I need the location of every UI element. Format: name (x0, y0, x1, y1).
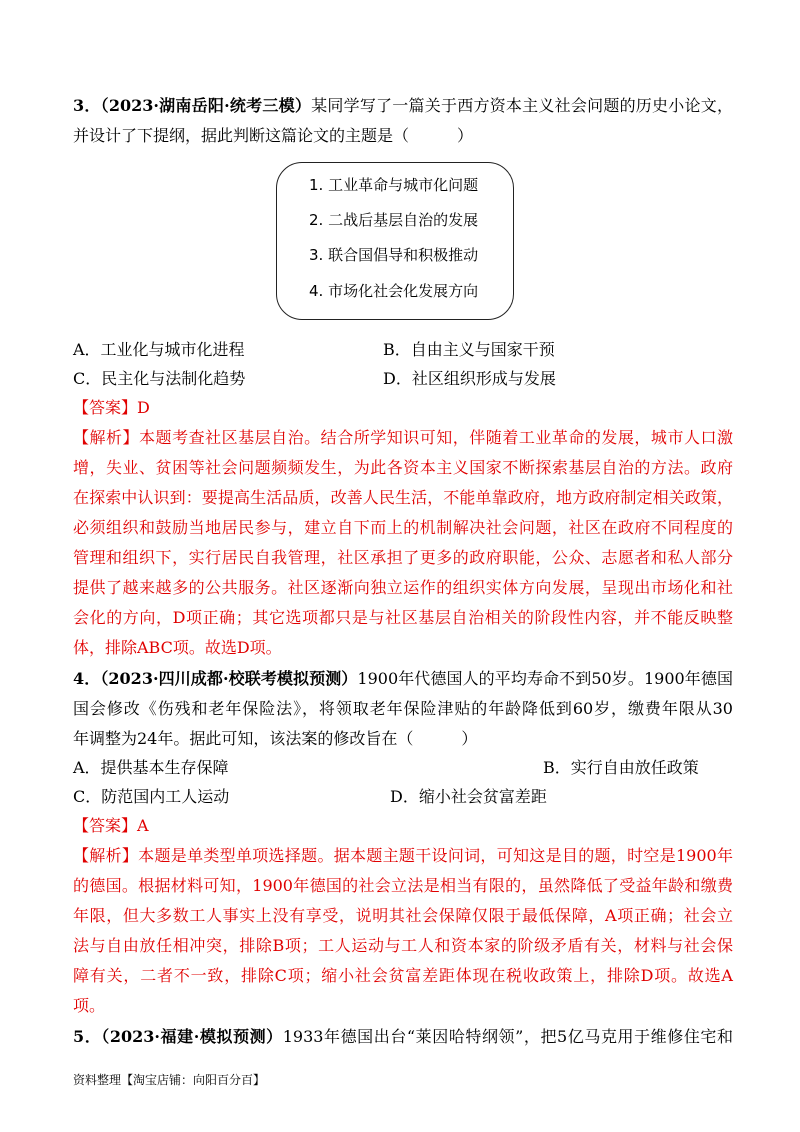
q3-option-c: C．民主化与法制化趋势 (73, 369, 246, 388)
q4-analysis-line: 法与自由放任相冲突，排除B项；工人运动与工人和资本家的阶级矛盾有关，材料与社会保 (73, 936, 733, 955)
q3-option-a: A．工业化与城市化进程 (73, 340, 245, 359)
q4-stem-text1: 1900年代德国人的平均寿命不到50岁。1900年德国 (357, 669, 733, 688)
q3-analysis-line: 体，排除ABC项。故选D项。 (73, 638, 282, 657)
q5-source: （2023·福建·模拟预测） (101, 1027, 283, 1046)
q4-stem-line2: 国会修改《伤残和老年保险法》，将领取老年保险津贴的年龄降低到60岁，缴费年限从30 (73, 699, 733, 718)
q4-analysis-line: 【解析】本题是单类型单项选择题。据本题主题干设问词，可知这是目的题，时空是1900年 (73, 846, 733, 865)
page-footer: 资料整理【淘宝店铺：向阳百分百】 (73, 1073, 266, 1087)
q3-analysis-line: 提供了越来越多的公共服务。社区逐渐向独立运作的组织实体方向发展，呈现出市场化和社 (73, 578, 733, 597)
q4-analysis-line: 的德国。根据材料可知，1900年德国的社会立法是相当有限的，虽然降低了受益年龄和缴费 (73, 876, 733, 895)
q4-source: （2023·四川成都·校联考模拟预测） (100, 669, 358, 688)
q4-option-b: B．实行自由放任政策 (543, 758, 699, 777)
q4-number: 4． (73, 669, 101, 688)
q3-outline-box (276, 162, 514, 320)
q3-outline-item-2: 2. 二战后基层自治的发展 (309, 211, 479, 229)
q3-outline-item-4: 4. 市场化社会化发展方向 (309, 282, 479, 300)
q3-analysis-line: 【解析】本题考查社区基层自治。结合所学知识可知，伴随着工业革命的发展，城市人口激 (73, 428, 733, 447)
q3-stem-line1 (73, 91, 733, 121)
q5-stem-text1: 1933年德国出台“莱因哈特纲领”，把5亿马克用于维修住宅和 (282, 1027, 733, 1046)
q3-outline-item-1: 1. 工业革命与城市化问题 (309, 176, 479, 194)
q5-number: 5． (73, 1027, 102, 1046)
q5-stem-line1 (73, 1022, 733, 1052)
q3-analysis-line: 管理和组织下，实行居民自我管理，社区承担了更多的政府职能，公众、志愿者和私人部分 (73, 548, 733, 567)
q3-analysis-line: 必须组织和鼓励当地居民参与，建立自下而上的机制解决社会问题，社区在政府不同程度的 (73, 518, 733, 537)
q4-stem-line3: 年调整为24年。据此可知，该法案的修改旨在（ ） (73, 729, 478, 748)
q3-outline-item-3: 3. 联合国倡导和积极推动 (309, 246, 479, 264)
q4-answer: 【答案】A (73, 816, 149, 835)
q4-option-c: C．防范国内工人运动 (73, 787, 230, 806)
q4-analysis-line: 年限，但大多数工人事实上没有享受，说明其社会保障仅限于最低保障，A项正确；社会立 (73, 906, 733, 925)
q4-analysis-line: 障有关，二者不一致，排除C项；缩小社会贫富差距体现在税收政策上，排除D项。故选A (73, 966, 733, 985)
q3-analysis-line: 增，失业、贫困等社会问题频频发生，为此各资本主义国家不断探索基层自治的方法。政府 (73, 458, 733, 477)
q3-analysis-line: 会化的方向，D项正确；其它选项都只是与社区基层自治相关的阶段性内容，并不能反映整 (73, 608, 733, 627)
q4-analysis-line: 项。 (73, 996, 106, 1015)
q4-option-a: A．提供基本生存保障 (73, 758, 229, 777)
q3-stem-line2: 并设计了下提纲，据此判断这篇论文的主题是（ ） (73, 126, 474, 145)
q3-option-b: B．自由主义与国家干预 (383, 340, 555, 359)
q3-answer: 【答案】D (73, 398, 150, 417)
q4-stem-line1 (73, 664, 733, 694)
q3-option-d: D．社区组织形成与发展 (383, 369, 556, 388)
q3-analysis-line: 在探索中认识到：要提高生活品质，改善人民生活，不能单靠政府，地方政府制定相关政策， (73, 488, 733, 507)
q3-stem-text1: 某同学写了一篇关于西方资本主义社会问题的历史小论文， (311, 96, 733, 115)
q3-number: 3． (73, 96, 101, 115)
q3-source: （2023·湖南岳阳·统考三模） (100, 96, 312, 115)
q4-option-d: D．缩小社会贫富差距 (390, 787, 547, 806)
